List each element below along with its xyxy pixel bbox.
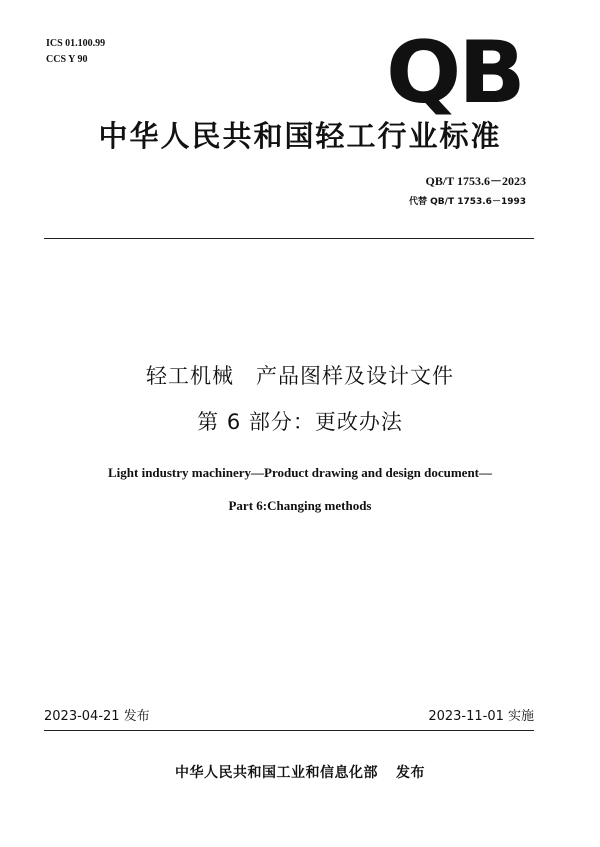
publisher-name: 中华人民共和国工业和信息化部 [175, 765, 378, 781]
chinese-title-line-1: 轻工机械 产品图样及设计文件 [146, 364, 454, 388]
standard-category-title: 中华人民共和国轻工行业标准 [98, 119, 502, 153]
publisher-line [0, 764, 600, 782]
english-title-line-1: Light industry machinery—Product drawing and design document— [107, 465, 493, 480]
bottom-divider [44, 730, 534, 731]
issue-date: 2023-04-21 发布 [44, 709, 150, 724]
ics-code: ICS 01.100.99 [46, 38, 106, 49]
top-divider [44, 238, 534, 239]
publisher-action: 发布 [396, 765, 425, 781]
english-title-line-2: Part 6:Changing methods [228, 498, 372, 513]
ccs-code: CCS Y 90 [46, 54, 88, 65]
replaced-standard: 代替 QB/T 1753.6－1993 [409, 197, 526, 207]
implementation-date: 2023-11-01 实施 [428, 709, 534, 724]
chinese-title-line-2: 第 6 部分：更改办法 [197, 410, 403, 434]
standard-number: QB/T 1753.6－2023 [425, 174, 526, 188]
qb-logo: QB [386, 23, 523, 123]
